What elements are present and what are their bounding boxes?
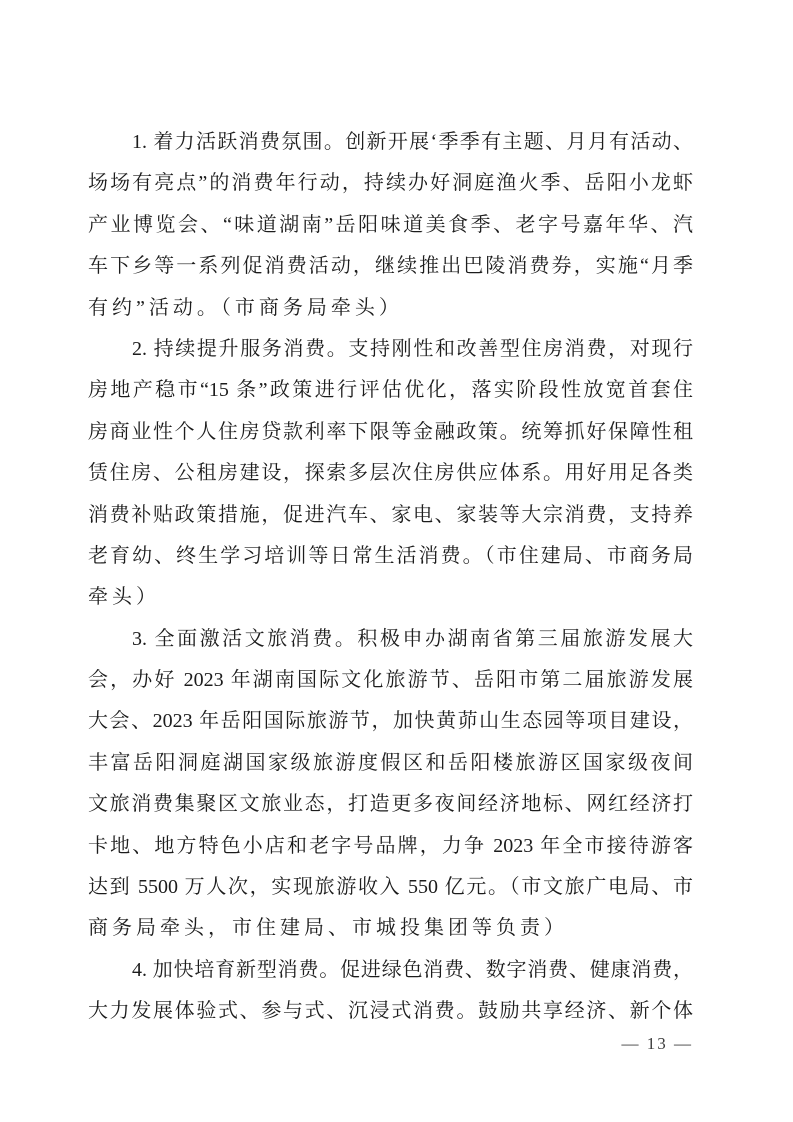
text-line: 4. 加快培育新型消费。促进绿色消费、数字消费、健康消费， [132,958,693,981]
text-line: 3. 全面激活文旅消费。积极申办湖南省第三届旅游发展大 [132,627,693,650]
body-text [88,122,693,1033]
text-line: 大力发展体验式、参与式、沉浸式消费。鼓励共享经济、新个体 [88,1000,693,1023]
text-line: 卡地、地方特色小店和老字号品牌，力争 2023 年全市接待游客 [88,834,693,857]
text-line: 老育幼、终生学习培训等日常生活消费。（市住建局、市商务局 [88,544,693,567]
text-line: 达到 5500 万人次，实现旅游收入 550 亿元。（市文旅广电局、市 [88,876,693,899]
text-line: 商务局牵头，市住建局、市城投集团等负责） [88,917,568,940]
text-line: 房地产稳市“15 条”政策进行评估优化，落实阶段性放宽首套住 [88,379,693,402]
text-line: 2. 持续提升服务消费。支持刚性和改善型住房消费，对现行 [132,337,693,360]
text-line: 丰富岳阳洞庭湖国家级旅游度假区和岳阳楼旅游区国家级夜间 [88,751,693,774]
text-line: 1. 着力活跃消费氛围。创新开展‘季季有主题、月月有活动、 [132,131,693,153]
text-line: 场场有亮点”的消费年行动，持续办好洞庭渔火季、岳阳小龙虾 [88,172,693,195]
page-number: — 13 — [621,1034,693,1053]
text-line: 会，办好 2023 年湖南国际文化旅游节、岳阳市第二届旅游发展 [88,669,693,692]
text-line: 车下乡等一系列促消费活动，继续推出巴陵消费券，实施“月季 [88,255,693,278]
text-line: 文旅消费集聚区文旅业态，打造更多夜间经济地标、网红经济打 [88,793,693,816]
text-line: 赁住房、公租房建设，探索多层次住房供应体系。用好用足各类 [88,462,693,485]
text-line: 有约”活动。（市商务局牵头） [88,296,403,319]
text-line: 房商业性个人住房贷款利率下限等金融政策。统筹抓好保障性租 [88,420,693,443]
text-line: 消费补贴政策措施，促进汽车、家电、家装等大宗消费，支持养 [88,503,693,526]
text-line: 牵头） [88,586,160,609]
text-line: 大会、2023 年岳阳国际旅游节，加快黄茆山生态园等项目建设， [88,710,693,733]
text-line: 产业博览会、“味道湖南”岳阳味道美食季、老字号嘉年华、汽 [88,213,693,236]
